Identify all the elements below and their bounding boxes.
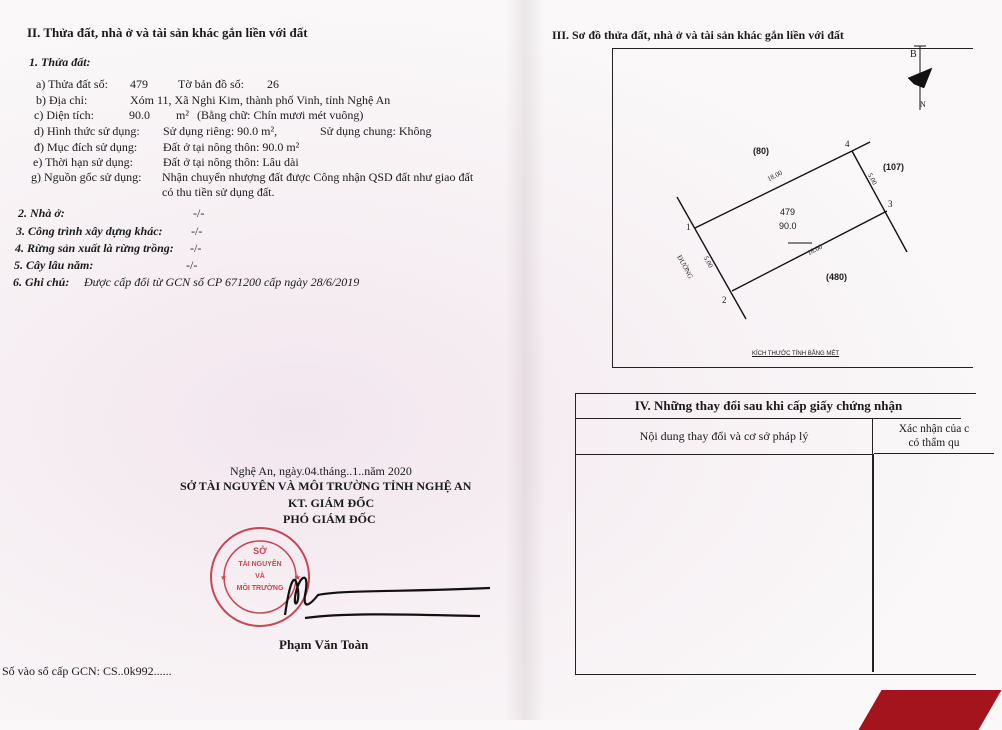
parcel-number-label: 479 — [780, 207, 796, 217]
label: Tờ bản đồ số: — [178, 77, 245, 91]
svg-text:SỞ: SỞ — [253, 546, 267, 556]
label: b) Địa chỉ: — [36, 93, 88, 107]
area-words: (Bằng chữ: Chín mươi mét vuông) — [197, 108, 364, 122]
cover-corner — [858, 690, 1001, 730]
signature — [285, 578, 490, 618]
edge-left-length: 5.00 — [701, 254, 715, 270]
label: 5. Cây lâu năm: — [14, 258, 94, 272]
parcel-area-label: 90.0 — [779, 221, 797, 231]
section-ii-title: II. Thửa đất, nhà ở và tài sản khác gắn liền với đất — [27, 25, 308, 40]
svg-text:★: ★ — [294, 573, 302, 582]
kt-title: KT. GIÁM ĐỐC — [288, 496, 375, 510]
column-header-confirmation — [874, 419, 994, 454]
date-line: Nghệ An, ngày.04.tháng..1..năm 2020 — [230, 464, 412, 478]
value: -/- — [190, 241, 202, 255]
position-title: PHÓ GIÁM ĐỐC — [283, 512, 376, 526]
edge-top-length: 18.00 — [766, 168, 784, 184]
changes-title: IV. Những thay đổi sau khi cấp giấy chứng nhận — [576, 394, 961, 419]
column-header-content: Nội dung thay đổi và cơ sở pháp lý — [576, 419, 873, 455]
usage-purpose: Đất ở tại nông thôn: 90.0 m² — [163, 140, 300, 154]
svg-text:★: ★ — [220, 573, 228, 582]
edge-bottom-length: 18.00 — [806, 242, 824, 258]
label: g) Nguồn gốc sử dụng: — [31, 170, 142, 184]
label: d) Hình thức sử dụng: — [34, 124, 140, 138]
usage-term: Đất ở tại nông thôn: Lâu dài — [163, 155, 299, 169]
value: -/- — [193, 206, 205, 220]
label: 3. Công trình xây dựng khác: — [16, 224, 163, 238]
header-line: Xác nhận của c — [898, 423, 970, 435]
value: -/- — [186, 258, 198, 272]
point-1: 1 — [686, 222, 691, 232]
label: e) Thời hạn sử dụng: — [33, 155, 133, 169]
page-fold — [505, 0, 545, 720]
svg-text:VÀ: VÀ — [255, 573, 265, 580]
neighbor-right: (107) — [883, 162, 905, 172]
changes-table — [575, 393, 976, 675]
point-4: 4 — [845, 139, 850, 149]
address: Xóm 11, Xã Nghi Kim, thành phố Vinh, tỉnh Nghệ An — [130, 93, 391, 107]
label: 4. Rừng sản xuất là rừng trồng: — [15, 241, 174, 255]
neighbor-bottom: (480) — [826, 272, 848, 282]
edge-top — [695, 151, 852, 228]
note-label: 6. Ghi chú: — [13, 275, 70, 289]
usage-origin-cont: có thu tiền sử dụng đất. — [162, 185, 275, 199]
parcel-number: 479 — [130, 77, 148, 91]
parcel-heading: 1. Thửa đất: — [29, 55, 91, 69]
parcel-sketch — [540, 40, 960, 375]
south-mark: N — [920, 100, 926, 109]
signer-name: Phạm Văn Toàn — [279, 637, 369, 652]
column-divider — [872, 454, 874, 672]
agency: SỞ TÀI NGUYÊN VÀ MÔI TRƯỜNG TỈNH NGHỆ AN — [180, 479, 472, 493]
label: c) Diện tích: — [34, 108, 94, 122]
header-line: có thẩm qu — [908, 437, 960, 449]
label: 2. Nhà ở: — [18, 206, 65, 220]
usage-private: Sử dụng riêng: 90.0 m², — [163, 124, 278, 138]
scale-note: KÍCH THƯỚC TÍNH BẰNG MÉT — [752, 351, 840, 357]
official-stamp — [211, 528, 309, 626]
sheet-number: 26 — [267, 77, 279, 91]
stamp-and-signature — [200, 520, 500, 640]
neighbor-top: (80) — [753, 146, 770, 156]
svg-text:MÔI TRƯỜNG: MÔI TRƯỜNG — [236, 585, 284, 592]
area-unit: m² — [176, 108, 189, 122]
value: -/- — [191, 224, 203, 238]
road-label: ĐƯỜNG — [675, 253, 695, 281]
usage-shared: Sử dụng chung: Không — [320, 124, 432, 138]
point-2: 2 — [722, 295, 727, 305]
label: đ) Mục đích sử dụng: — [34, 140, 138, 154]
note-value: Được cấp đổi từ GCN số CP 671200 cấp ngày 28/6/2019 — [84, 275, 360, 289]
area: 90.0 — [129, 108, 150, 122]
label: a) Thửa đất số: — [36, 77, 108, 91]
north-mark: B — [910, 49, 917, 60]
edge-left-road — [677, 197, 746, 319]
section-iii-title: III. Sơ đồ thửa đất, nhà ở và tài sản khác gắn liền với đất — [552, 28, 844, 42]
svg-text:TÀI NGUYÊN: TÀI NGUYÊN — [238, 561, 282, 568]
edge-right-length: 5.00 — [865, 171, 879, 187]
point-3: 3 — [888, 199, 893, 209]
usage-origin: Nhận chuyển nhượng đất được Công nhận QSD đất như giao đất — [162, 170, 474, 184]
register-line: Số vào sổ cấp GCN: CS..0k992...... — [2, 664, 172, 678]
